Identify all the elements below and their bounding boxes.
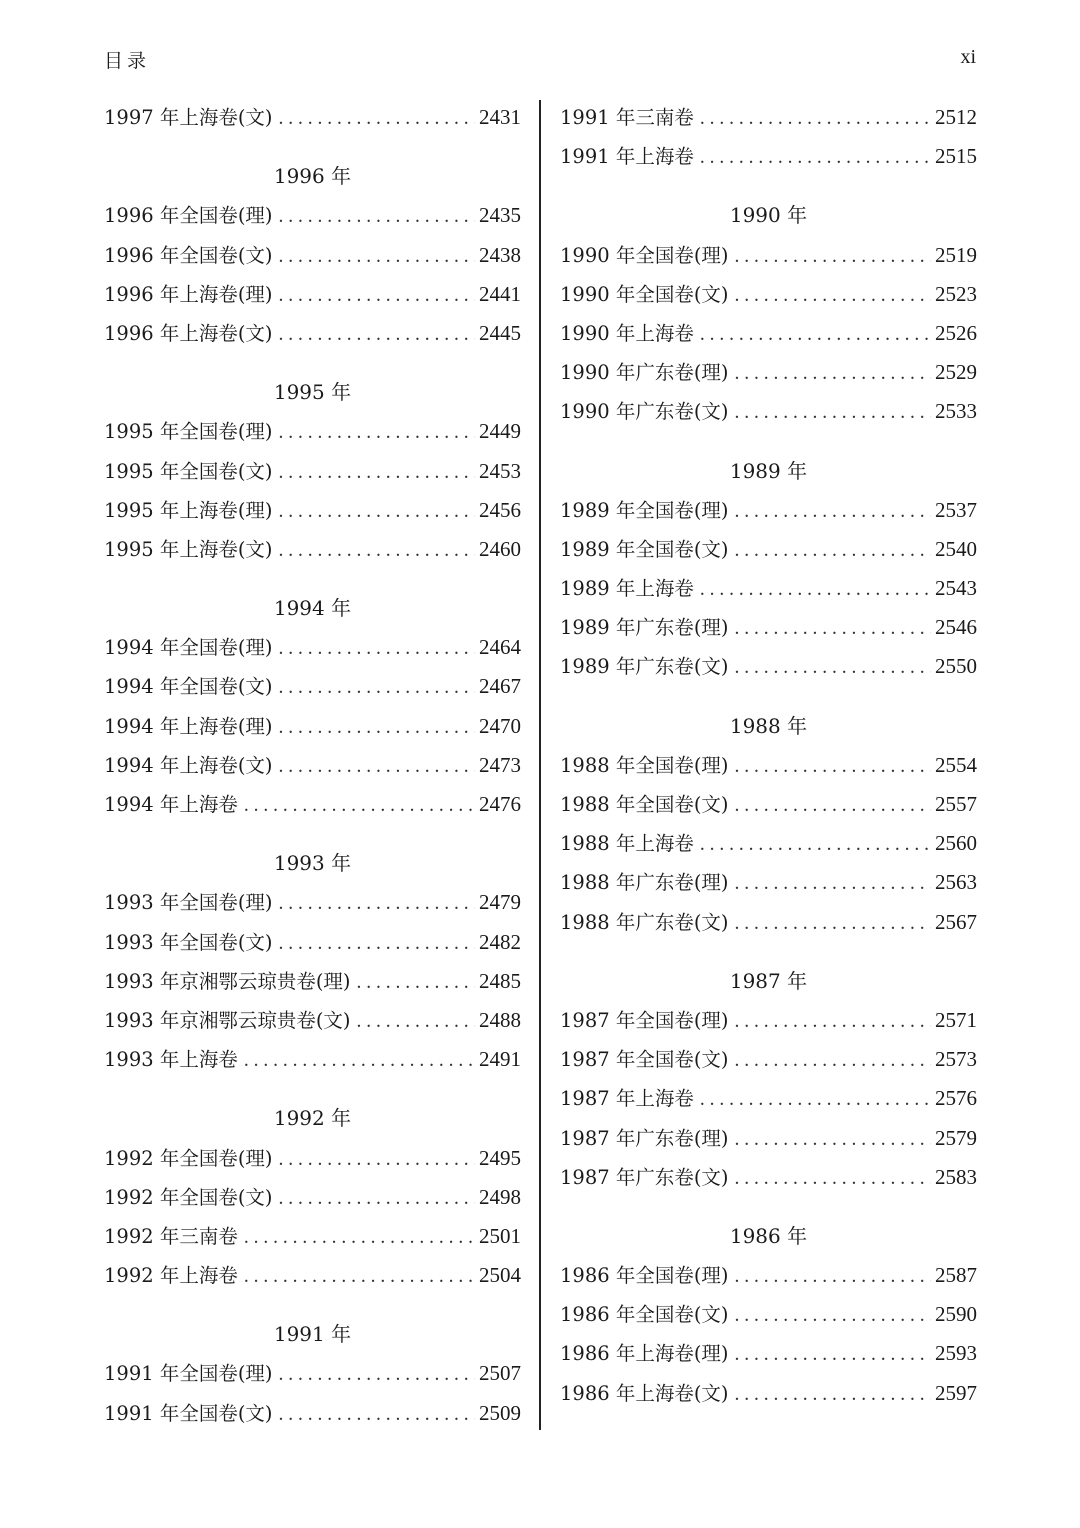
- toc-entry[interactable]: [560, 785, 977, 824]
- toc-entry-title: 1994 年上海卷: [104, 793, 238, 816]
- toc-entry[interactable]: [104, 452, 521, 491]
- year-heading: 1992 年: [273, 1106, 352, 1131]
- toc-entry[interactable]: [560, 275, 977, 314]
- toc-entry[interactable]: [104, 275, 521, 314]
- toc-entry-page-number: 2523: [935, 281, 977, 306]
- dot-leader: [279, 453, 475, 492]
- toc-entry[interactable]: [560, 491, 977, 530]
- dot-leader: [244, 786, 475, 825]
- toc-entry-title: 1987 年广东卷(文): [560, 1165, 729, 1189]
- toc-entry-title: 1992 年上海卷: [104, 1264, 238, 1288]
- dot-leader: [735, 1002, 931, 1041]
- dot-leader: [279, 924, 475, 963]
- dot-leader: [279, 276, 475, 315]
- dot-leader: [700, 1080, 931, 1119]
- toc-entry[interactable]: [560, 1334, 977, 1373]
- toc-entry-page-number: 2519: [935, 242, 977, 267]
- toc-entry-page-number: 2526: [935, 320, 977, 345]
- dot-leader: [279, 492, 475, 531]
- toc-entry-page-number: 2554: [935, 752, 977, 777]
- year-heading: 1986 年: [729, 1223, 808, 1248]
- toc-column-right: [560, 98, 977, 1413]
- dot-leader: [735, 1041, 931, 1080]
- toc-entry-title: 1990 年广东卷(文): [560, 400, 729, 424]
- toc-entry[interactable]: [104, 707, 521, 746]
- dot-leader: [700, 570, 931, 609]
- toc-entry-page-number: 2501: [479, 1223, 521, 1248]
- toc-entry[interactable]: [104, 196, 521, 235]
- toc-entry-title: 1993 年全国卷(理): [104, 891, 273, 915]
- dot-leader: [244, 1041, 475, 1080]
- toc-entry[interactable]: [560, 903, 977, 942]
- toc-entry-title: 1995 年上海卷(理): [104, 498, 273, 522]
- toc-entry[interactable]: [104, 1394, 521, 1433]
- toc-entry-title: 1991 年全国卷(文): [104, 1401, 273, 1425]
- dot-leader: [279, 708, 475, 747]
- toc-entry-page-number: 2515: [935, 144, 977, 169]
- toc-entry[interactable]: [560, 392, 977, 431]
- dot-leader: [279, 747, 475, 786]
- toc-entry[interactable]: [104, 628, 521, 667]
- dot-leader: [279, 1140, 475, 1179]
- dot-leader: [735, 492, 931, 531]
- toc-entry-title: 1986 年上海卷(文): [560, 1381, 729, 1405]
- year-heading: 1990 年: [729, 203, 808, 228]
- toc-entry-page-number: 2583: [935, 1164, 977, 1189]
- toc-entry-title: 1988 年上海卷: [560, 832, 694, 856]
- year-heading: 1995 年: [273, 380, 352, 405]
- toc-entry-title: 1988 年全国卷(文): [560, 793, 729, 816]
- year-heading: 1989 年: [729, 458, 808, 483]
- toc-entry-title: 1992 年三南卷: [104, 1224, 238, 1248]
- toc-entry[interactable]: [104, 1354, 521, 1393]
- toc-entry-page-number: 2476: [479, 792, 521, 816]
- dot-leader: [279, 629, 475, 668]
- dot-leader: [279, 413, 475, 452]
- toc-entry-page-number: 2460: [479, 536, 521, 561]
- toc-entry-page-number: 2470: [479, 713, 521, 738]
- toc-entry[interactable]: [104, 883, 521, 922]
- toc-entry-title: 1993 年全国卷(文): [104, 930, 273, 954]
- toc-entry-title: 1987 年广东卷(理): [560, 1126, 729, 1150]
- toc-entry-title: 1989 年广东卷(理): [560, 616, 729, 640]
- toc-entry-page-number: 2593: [935, 1341, 977, 1366]
- toc-column-left: [104, 98, 521, 1433]
- toc-entry-title: 1995 年全国卷(文): [104, 459, 273, 483]
- toc-entry-title: 1992 年全国卷(文): [104, 1185, 273, 1209]
- dot-leader: [735, 864, 931, 903]
- toc-entry-page-number: 2567: [935, 909, 977, 934]
- toc-entry[interactable]: [104, 962, 521, 1001]
- running-head-title: 目录: [104, 50, 151, 72]
- dot-leader: [735, 1120, 931, 1159]
- toc-entry-page-number: 2571: [935, 1007, 977, 1032]
- toc-entry-title: 1987 年上海卷: [560, 1087, 694, 1111]
- toc-entry[interactable]: [560, 1256, 977, 1295]
- toc-entry-title: 1987 年全国卷(文): [560, 1048, 729, 1072]
- toc-entry-title: 1993 年京湘鄂云琼贵卷(理): [104, 969, 351, 993]
- toc-entry[interactable]: [104, 1040, 521, 1079]
- toc-entry[interactable]: [560, 746, 977, 785]
- toc-entry[interactable]: [104, 530, 521, 569]
- toc-entry-title: 1989 年全国卷(文): [560, 537, 729, 561]
- toc-entry-page-number: 2445: [479, 320, 521, 345]
- year-heading: 1987 年: [729, 968, 808, 993]
- year-heading: 1996 年: [273, 164, 352, 189]
- toc-entry-title: 1996 年全国卷(理): [104, 204, 273, 228]
- toc-entry-page-number: 2435: [479, 203, 521, 228]
- dot-leader: [279, 1179, 475, 1218]
- toc-entry-title: 1991 年三南卷: [560, 106, 694, 129]
- toc-entry-title: 1992 年全国卷(理): [104, 1146, 273, 1170]
- toc-entry-title: 1996 年上海卷(理): [104, 282, 273, 306]
- toc-entry-page-number: 2456: [479, 497, 521, 522]
- dot-leader: [735, 1159, 931, 1198]
- toc-entry[interactable]: [560, 824, 977, 863]
- dot-leader: [735, 531, 931, 570]
- dot-leader: [279, 197, 475, 236]
- toc-entry-title: 1990 年广东卷(理): [560, 361, 729, 385]
- toc-entry[interactable]: [560, 569, 977, 608]
- toc-entry[interactable]: [104, 491, 521, 530]
- toc-entry-page-number: 2485: [479, 968, 521, 993]
- toc-entry-page-number: 2488: [479, 1007, 521, 1032]
- toc-entry[interactable]: [104, 1139, 521, 1178]
- dot-leader: [735, 1375, 931, 1414]
- dot-leader: [735, 1296, 931, 1335]
- toc-entry-title: 1988 年全国卷(理): [560, 753, 729, 777]
- toc-entry-page-number: 2507: [479, 1361, 521, 1386]
- toc-entry[interactable]: [560, 236, 977, 275]
- toc-entry-page-number: 2573: [935, 1047, 977, 1072]
- dot-leader: [735, 354, 931, 393]
- dot-leader: [735, 786, 931, 825]
- toc-entry[interactable]: [104, 412, 521, 451]
- toc-entry[interactable]: [560, 1040, 977, 1079]
- toc-entry-title: 1987 年全国卷(理): [560, 1008, 729, 1032]
- dot-leader: [735, 747, 931, 786]
- toc-entry-page-number: 2453: [479, 458, 521, 483]
- toc-entry-title: 1986 年上海卷(理): [560, 1342, 729, 1366]
- year-heading: 1993 年: [273, 851, 352, 876]
- toc-entry-page-number: 2537: [935, 497, 977, 522]
- toc-entry-page-number: 2543: [935, 576, 977, 601]
- toc-entry-title: 1997 年上海卷(文): [104, 106, 273, 129]
- toc-entry-title: 1996 年全国卷(文): [104, 243, 273, 267]
- toc-entry[interactable]: [104, 923, 521, 962]
- dot-leader: [735, 1335, 931, 1374]
- dot-leader: [700, 825, 931, 864]
- toc-entry[interactable]: [560, 353, 977, 392]
- dot-leader: [700, 99, 931, 138]
- year-heading: 1994 年: [273, 596, 352, 621]
- toc-entry-title: 1988 年广东卷(理): [560, 871, 729, 895]
- toc-entry-page-number: 2441: [479, 281, 521, 306]
- toc-entry-title: 1989 年全国卷(理): [560, 498, 729, 522]
- toc-entry-page-number: 2504: [479, 1263, 521, 1288]
- toc-entry[interactable]: [104, 1178, 521, 1217]
- toc-entry[interactable]: [560, 98, 977, 137]
- toc-entry[interactable]: [560, 647, 977, 686]
- toc-entry-title: 1990 年全国卷(理): [560, 243, 729, 267]
- toc-entry-title: 1994 年全国卷(理): [104, 636, 273, 660]
- toc-entry-title: 1995 年全国卷(理): [104, 420, 273, 444]
- dot-leader: [279, 668, 475, 707]
- toc-entry-page-number: 2579: [935, 1125, 977, 1150]
- toc-entry[interactable]: [560, 863, 977, 902]
- toc-entry-page-number: 2473: [479, 752, 521, 777]
- toc-entry-title: 1994 年上海卷(文): [104, 753, 273, 777]
- toc-entry-page-number: 2464: [479, 635, 521, 660]
- toc-entry[interactable]: [560, 530, 977, 569]
- dot-leader: [735, 276, 931, 315]
- toc-entry[interactable]: [104, 785, 521, 824]
- toc-entry-title: 1990 年全国卷(文): [560, 282, 729, 306]
- toc-entry-page-number: 2495: [479, 1145, 521, 1170]
- toc-entry-title: 1996 年上海卷(文): [104, 321, 273, 345]
- toc-entry-page-number: 2512: [935, 105, 977, 129]
- toc-entry-page-number: 2467: [479, 674, 521, 699]
- toc-entry[interactable]: [560, 1119, 977, 1158]
- toc-entry-title: 1986 年全国卷(文): [560, 1303, 729, 1327]
- toc-entry[interactable]: [104, 1256, 521, 1295]
- toc-entry[interactable]: [560, 137, 977, 176]
- toc-entry-page-number: 2563: [935, 870, 977, 895]
- toc-entry-page-number: 2533: [935, 399, 977, 424]
- toc-entry-page-number: 2529: [935, 360, 977, 385]
- toc-entry-page-number: 2550: [935, 654, 977, 679]
- toc-entry[interactable]: [560, 1158, 977, 1197]
- dot-leader: [244, 1257, 475, 1296]
- running-head-page-number: xi: [960, 46, 976, 68]
- toc-entry[interactable]: [104, 746, 521, 785]
- dot-leader: [700, 138, 931, 177]
- dot-leader: [735, 609, 931, 648]
- dot-leader: [244, 1218, 475, 1257]
- toc-entry-title: 1988 年广东卷(文): [560, 910, 729, 934]
- toc-entry-title: 1989 年上海卷: [560, 577, 694, 601]
- dot-leader: [700, 315, 931, 354]
- toc-entry-page-number: 2597: [935, 1380, 977, 1405]
- dot-leader: [279, 237, 475, 276]
- dot-leader: [735, 904, 931, 943]
- column-divider: [539, 100, 541, 1430]
- dot-leader: [279, 99, 475, 138]
- toc-entry-title: 1991 年全国卷(理): [104, 1362, 273, 1386]
- toc-entry[interactable]: [104, 1001, 521, 1040]
- toc-entry[interactable]: [104, 1217, 521, 1256]
- dot-leader: [735, 648, 931, 687]
- dot-leader: [279, 1395, 475, 1434]
- toc-entry-page-number: 2498: [479, 1184, 521, 1209]
- toc-entry[interactable]: [104, 314, 521, 353]
- toc-entry[interactable]: [560, 608, 977, 647]
- toc-entry[interactable]: [104, 98, 521, 137]
- year-heading: 1988 年: [729, 713, 808, 738]
- dot-leader: [279, 315, 475, 354]
- dot-leader: [735, 1257, 931, 1296]
- toc-entry[interactable]: [104, 667, 521, 706]
- toc-entry-page-number: 2560: [935, 831, 977, 856]
- toc-entry-title: 1986 年全国卷(理): [560, 1264, 729, 1288]
- dot-leader: [735, 237, 931, 276]
- toc-entry-page-number: 2449: [479, 419, 521, 444]
- dot-leader: [735, 393, 931, 432]
- toc-entry[interactable]: [560, 1295, 977, 1334]
- year-heading: 1991 年: [273, 1322, 352, 1347]
- toc-entry[interactable]: [560, 1374, 977, 1413]
- toc-entry-title: 1993 年上海卷: [104, 1048, 238, 1072]
- dot-leader: [357, 1002, 475, 1041]
- toc-entry[interactable]: [560, 1079, 977, 1118]
- toc-entry-page-number: 2590: [935, 1302, 977, 1327]
- toc-entry-page-number: 2431: [479, 105, 521, 129]
- toc-entry-title: 1995 年上海卷(文): [104, 537, 273, 561]
- toc-entry-page-number: 2546: [935, 615, 977, 640]
- toc-entry-page-number: 2509: [479, 1400, 521, 1425]
- toc-entry-title: 1994 年上海卷(理): [104, 714, 273, 738]
- toc-entry-page-number: 2587: [935, 1263, 977, 1288]
- toc-entry-title: 1989 年广东卷(文): [560, 655, 729, 679]
- toc-entry[interactable]: [104, 236, 521, 275]
- running-head: [104, 46, 976, 74]
- toc-entry-page-number: 2491: [479, 1047, 521, 1072]
- dot-leader: [279, 531, 475, 570]
- toc-entry-page-number: 2438: [479, 242, 521, 267]
- toc-entry-page-number: 2479: [479, 890, 521, 915]
- toc-entry-title: 1993 年京湘鄂云琼贵卷(文): [104, 1008, 351, 1032]
- toc-entry[interactable]: [560, 1001, 977, 1040]
- toc-entry[interactable]: [560, 314, 977, 353]
- dot-leader: [279, 1355, 475, 1394]
- toc-entry-page-number: 2576: [935, 1086, 977, 1111]
- toc-entry-page-number: 2482: [479, 929, 521, 954]
- toc-entry-title: 1994 年全国卷(文): [104, 675, 273, 699]
- dot-leader: [279, 884, 475, 923]
- dot-leader: [357, 963, 475, 1002]
- toc-entry-page-number: 2557: [935, 792, 977, 816]
- toc-entry-page-number: 2540: [935, 536, 977, 561]
- toc-entry-title: 1991 年上海卷: [560, 145, 694, 169]
- toc-entry-title: 1990 年上海卷: [560, 321, 694, 345]
